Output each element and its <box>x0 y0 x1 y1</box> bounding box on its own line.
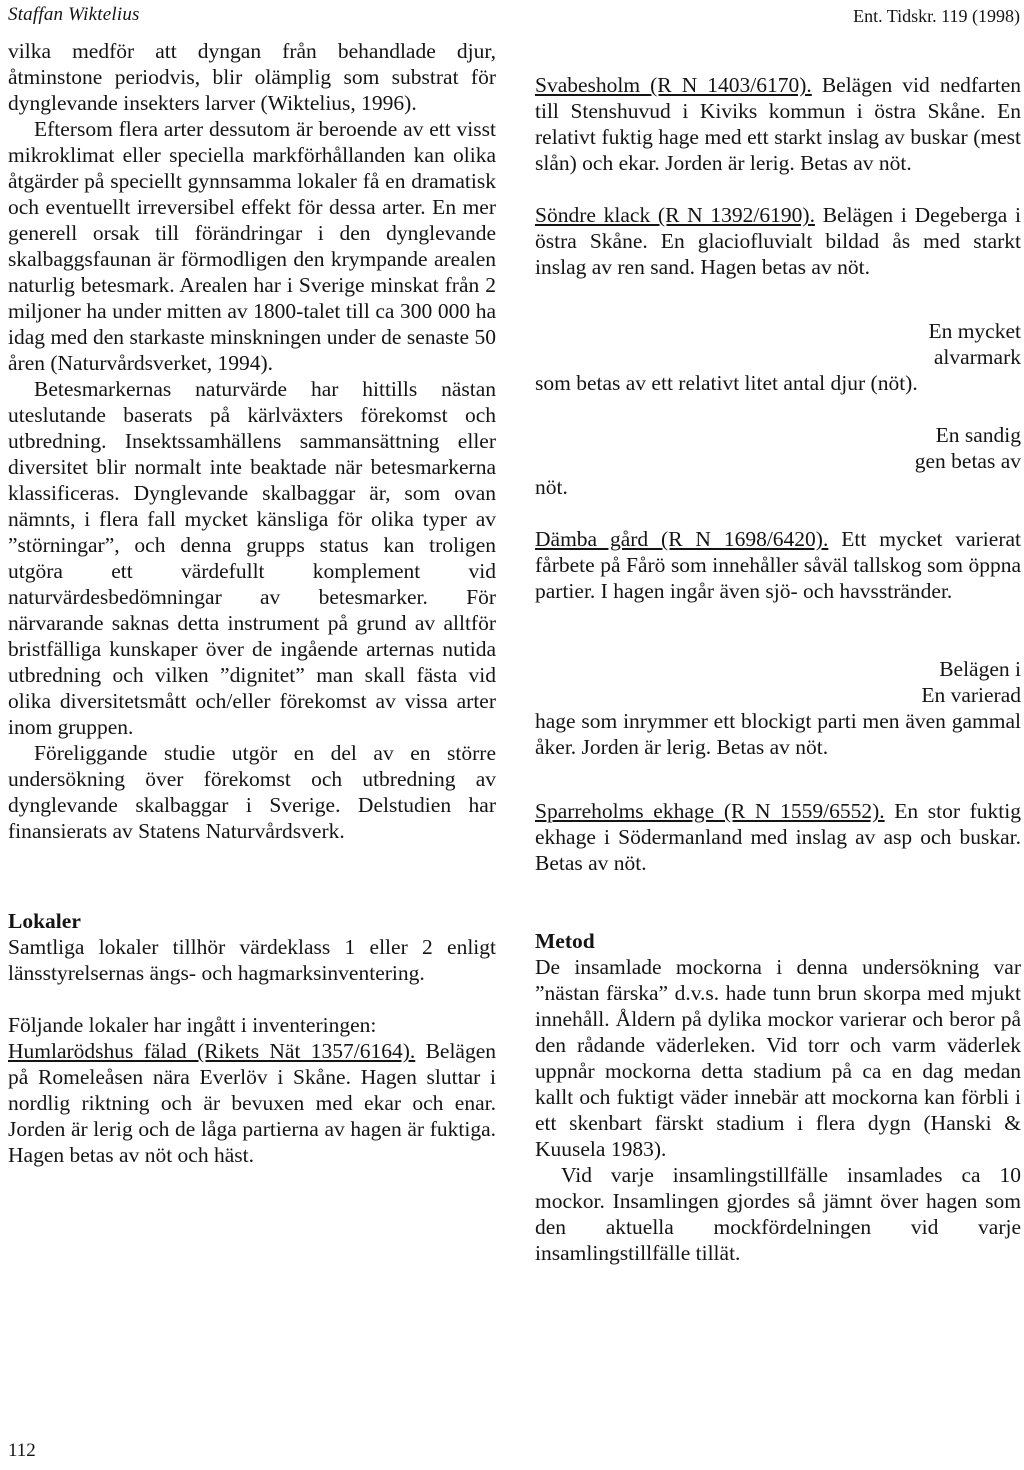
paragraph-nature-value: Betesmarkernas naturvärde har hittills nästan uteslutande baserats på kärlväxters förekomst och utbredning. Insektssamhällens sammansättning eller diversitet blir normalt inte beaktade när betesmarkerna klassificeras. Dynglevande skalbaggar är, som ovan nämnts, i flera fall mycket känsliga för olika typer av ”störningar”, och denna grupps status kan troligen utgöra ett värdefullt komplement vid naturvärdesbedömningar av betesmarker. För närvarande saknas detta instrument på grund av alltför bristfälliga kunskaper över de ingående arternas nutida utbredning och vilken ”dignitet” man skall fästa vid olika diversitetsmått och/eller förekomst av vissa arter inom gruppen. <box>8 377 496 739</box>
site-description-sparreholm: En stor fuktig ekhage i Södermanland med inslag av asp och buskar. Betas av nöt. <box>535 799 1021 875</box>
paragraph-metod-insamling: Vid varje insamlingstillfälle insamlades ca 10 mockor. Insamlingen gjordes så jämnt över hagen som den aktuella mockfördelningen vid varje insamlingstillfälle tillät. <box>535 1163 1021 1265</box>
fragment-text: En mycket <box>928 319 1021 343</box>
fragment-text: En sandig <box>935 423 1021 447</box>
left-column <box>8 38 496 1168</box>
site-name-sondre-klack: Söndre klack (R N 1392/6190). <box>535 203 815 227</box>
fragment-text: En varierad <box>921 683 1021 707</box>
page-number: 112 <box>8 1440 36 1461</box>
paragraph-lokaler-list-intro: Följande lokaler har ingått i inventeringen: <box>8 1013 377 1037</box>
fragment-text: som betas av ett relativt litet antal djur (nöt). <box>535 371 918 395</box>
site-description-svabesholm: Belägen vid nedfarten till Stenshuvud i Kiviks kommun i östra Skåne. En relativt fuktig hage med ett starkt inslag av buskar (mest slån) och ekar. Jorden är lerig. Betas av nöt. <box>535 73 1021 175</box>
fragment-text: nöt. <box>535 475 568 499</box>
paragraph-funding: Föreliggande studie utgör en del av en större undersökning över förekomst och utbredning av dynglevande skalbaggar i Sverige. Delstudien har finansierats av Statens Naturvårdsverk. <box>8 741 496 843</box>
fragment-text: gen betas av <box>914 449 1021 473</box>
paragraph-continuation: vilka medför att dyngan från behandlade djur, åtminstone periodvis, blir olämplig som substrat för dynglevande insekters larver (Wiktelius, 1996). <box>8 39 496 115</box>
site-entry-svabesholm <box>535 72 1021 176</box>
fragment-text: hage som inrymmer ett blockigt parti men även gammal åker. Jorden är lerig. Betas av nöt. <box>535 709 1021 759</box>
site-entry-humlarodshus <box>8 1038 496 1168</box>
fragment-text: Belägen i <box>939 657 1021 681</box>
site-entry-fragment-varierad <box>535 656 1021 760</box>
site-description-sondre-klack: Belägen i Degeberga i östra Skåne. En glaciofluvialt bildad ås med starkt inslag av ren sand. Hagen betas av nöt. <box>535 203 1021 279</box>
site-entry-sondre-klack <box>535 202 1021 280</box>
section-heading-metod: Metod <box>535 929 595 953</box>
running-head-author: Staffan Wiktelius <box>8 4 140 25</box>
site-entry-damba-gard <box>535 526 1021 604</box>
paragraph-microclimate: Eftersom flera arter dessutom är beroende av ett visst mikroklimat eller speciella markförhållanden kan olika åtgärder på speciellt gynnsamma lokaler få en dramatisk och eventuellt irreversibel effekt för dessa arter. En mer generell orsak till förändringar i den dynglevande skalbaggsfaunan är förmodligen den krympande arealen naturlig betesmark. Arealen har i Sverige minskat från 2 miljoner ha under mitten av 1800-talet till ca 300 000 ha idag med den starkaste minskningen under de senaste 50 åren (Naturvårdsverket, 1994). <box>8 117 496 375</box>
site-entry-fragment-alvar <box>535 318 1021 396</box>
site-name-humlarodshus: Humlarödshus fälad (Rikets Nät 1357/6164). <box>8 1039 416 1063</box>
paragraph-lokaler-intro: Samtliga lokaler tillhör värdeklass 1 eller 2 enligt länsstyrelsernas ängs- och hagmarksinventering. <box>8 935 496 985</box>
site-name-sparreholm: Sparreholms ekhage (R N 1559/6552). <box>535 799 885 823</box>
site-name-svabesholm: Svabesholm (R N 1403/6170). <box>535 73 812 97</box>
site-entry-sparreholm <box>535 798 1021 876</box>
running-head-journal: Ent. Tidskr. 119 (1998) <box>853 6 1020 26</box>
site-name-damba-gard: Dämba gård (R N 1698/6420). <box>535 527 829 551</box>
site-description-damba-gard: Ett mycket varierat fårbete på Fårö som innehåller såväl tallskog som öppna partier. I hagen ingår även sjö- och havsstränder. <box>535 527 1021 603</box>
site-description-humlarodshus: Belägen på Romeleåsen nära Everlöv i Skåne. Hagen sluttar i nordlig riktning och är bevuxen med ekar och enar. Jorden är lerig och de låga partierna av hagen är fuktiga. Hagen betas av nöt och häst. <box>8 1039 497 1167</box>
right-column <box>535 72 1021 1266</box>
section-heading-lokaler: Lokaler <box>8 909 81 933</box>
site-entry-fragment-sand <box>535 422 1021 500</box>
paragraph-metod-mockor: De insamlade mockorna i denna undersökning var ”nästan färska” d.v.s. hade tunn brun skorpa med mjukt innehåll. Åldern på dylika mockor varierar och beror på den rådande väderleken. Vid torr och varm väderlek uppnår mockorna detta stadium på ca en dag medan kallt och fuktigt väder innebär att mockorna kan förbli i ett skenbart färskt stadium i flera dygn (Hanski & Kuusela 1983). <box>535 955 1021 1161</box>
fragment-text: alvarmark <box>933 345 1021 369</box>
